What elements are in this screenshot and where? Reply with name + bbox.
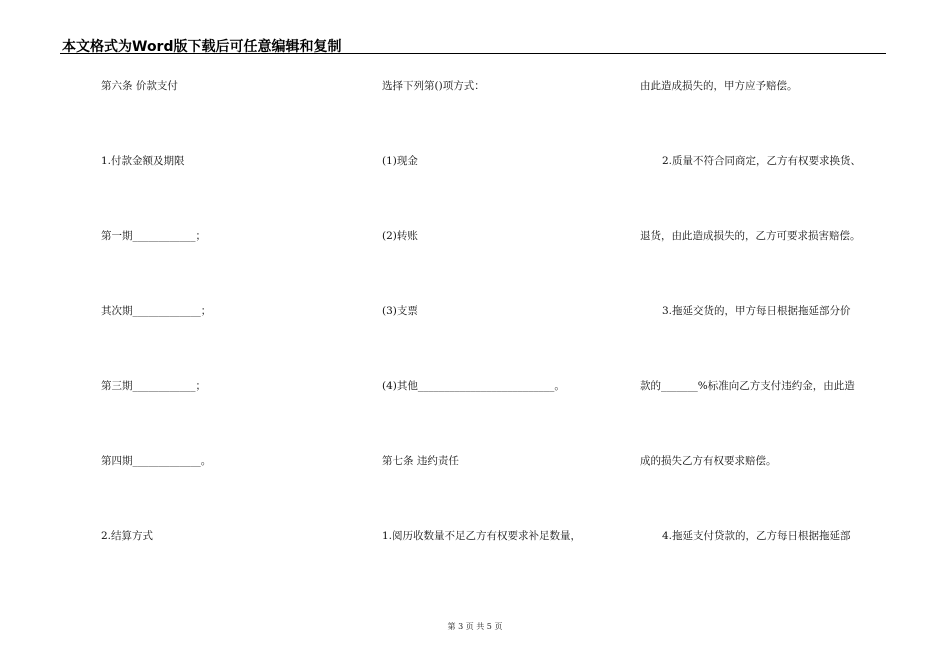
text-line: (2)转账 — [382, 230, 418, 242]
text-line: 第七条 违约责任 — [382, 455, 459, 467]
page-footer: 第 3 页 共 5 页 — [447, 622, 503, 631]
text-line: 1.付款金额及期限 — [101, 155, 185, 167]
page-header-title: 本文格式为Word版下载后可任意编辑和复制 — [62, 39, 342, 55]
text-line: 退货，由此造成损失的，乙方可要求损害赔偿。 — [640, 230, 861, 242]
text-line: 第四期_____________。 — [101, 455, 212, 467]
text-line: 由此造成损失的，甲方应予赔偿。 — [640, 80, 798, 92]
text-line: (4)其他__________________________。 — [382, 380, 565, 392]
text-line: 成的损失乙方有权要求赔偿。 — [640, 455, 777, 467]
text-line: 款的_______%标准向乙方支付违约金，由此造 — [640, 380, 855, 392]
text-line: 3.拖延交货的，甲方每日根据拖延部分价 — [662, 305, 851, 317]
text-line: 2.质量不符合同商定，乙方有权要求换货、 — [662, 155, 862, 167]
text-line: 选择下列第()项方式： — [382, 80, 485, 92]
text-line: (1)现金 — [382, 155, 418, 167]
text-line: 2.结算方式 — [101, 530, 154, 542]
text-line: 4.拖延支付贷款的，乙方每日根据拖延部 — [662, 530, 851, 542]
text-line: 第一期____________； — [101, 230, 206, 242]
text-line: 1.阅历收数量不足乙方有权要求补足数量， — [382, 530, 582, 542]
text-line: 第六条 价款支付 — [101, 80, 178, 92]
text-line: 其次期_____________； — [101, 305, 212, 317]
text-line: 第三期____________； — [101, 380, 206, 392]
header-divider — [60, 53, 886, 54]
text-line: (3)支票 — [382, 305, 418, 317]
